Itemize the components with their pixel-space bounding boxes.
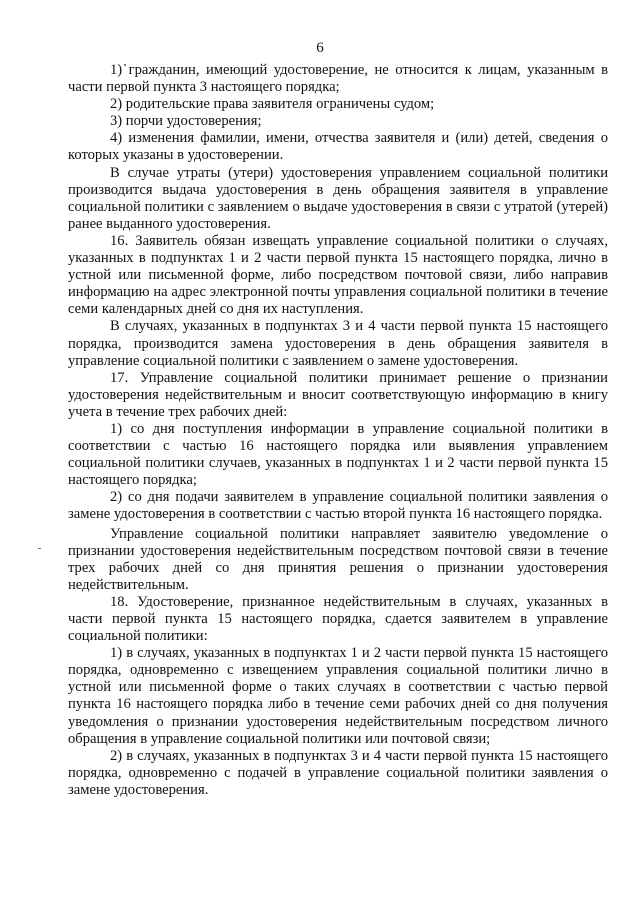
paragraph-item-3: 3) порчи удостоверения;: [110, 113, 262, 130]
paragraph-item-2: 2) родительские права заявителя ограничены судом;: [110, 96, 435, 113]
paragraph-replacement: В случаях, указанных в подпунктах 3 и 4 части первой пункта 15 настоящего порядка, производится замена удостоверения в день обращения заявителя в управление социальной политики с заявлением о замене удостоверения.: [68, 318, 608, 369]
scan-speck: [38, 548, 41, 549]
document-body: [68, 62, 608, 799]
paragraph-loss-of-certificate: В случае утраты (утери) удостоверения управлением социальной политики производится выдача удостоверения в день обращения заявителя в управление социальной политики с заявлением о выдаче удостоверения в связи с утратой (утерей) ранее выданного удостоверения.: [68, 164, 608, 232]
paragraph-notification: Управление социальной политики направляет заявителю уведомление о признании удостоверения недействительным посредством почтовой связи в течение трех рабочих дней со дня принятия решения о признании удостоверения недействительным.: [68, 525, 608, 593]
paragraph-item-1: 1) гражданин, имеющий удостоверение, не относится к лицам, указанным в части первой пункта 3 настоящего порядка;: [68, 62, 608, 96]
paragraph-section-16: 16. Заявитель обязан извещать управление социальной политики о случаях, указанных в подпунктах 1 и 2 части первой пункта 15 настоящего порядка, лично в устной или письменной форме, либо посредством почтовой связи, либо направив информацию на адрес электронной почты управления социальной политики в течение семи календарных дней со дня их наступления.: [68, 232, 608, 318]
paragraph-17-item-1: 1) со дня поступления информации в управление социальной политики в соответствии с частью 16 настоящего порядка или выявления управлением социальной политики случаев, указанных в подпунктах 1 и 2 части первой пункта 15 настоящего порядка;: [68, 420, 608, 489]
page-number: 6: [316, 40, 324, 56]
paragraph-18-item-2: 2) в случаях, указанных в подпунктах 3 и 4 части первой пункта 15 настоящего порядка, одновременно с подачей в управление социальной политики заявления о замене удостоверения.: [68, 747, 608, 798]
paragraph-item-4: 4) изменения фамилии, имени, отчества заявителя и (или) детей, сведения о которых указаны в удостоверении.: [68, 130, 608, 164]
paragraph-17-item-2: 2) со дня подачи заявителем в управление социальной политики заявления о замене удостоверения в соответствии с частью второй пункта 16 настоящего порядка.: [68, 489, 608, 523]
paragraph-section-17: 17. Управление социальной политики принимает решение о признании удостоверения недействительным и вносит соответствующую информацию в книгу учета в течение трех рабочих дней:: [68, 369, 608, 420]
paragraph-18-item-1: 1) в случаях, указанных в подпунктах 1 и 2 части первой пункта 15 настоящего порядка, одновременно с извещением управления социальной политики лично в устной или письменной форме о таких случаях в соответствии с частью первой пункта 16 настоящего порядка либо в течение семи рабочих дней со дня получения уведомления о признании удостоверения недействительным посредством личного обращения в управление социальной политики или почтовой связи;: [68, 645, 608, 747]
paragraph-section-18: 18. Удостоверение, признанное недействительным в случаях, указанных в части первой пункта 15 настоящего порядка, сдается заявителем в управление социальной политики:: [68, 593, 608, 645]
